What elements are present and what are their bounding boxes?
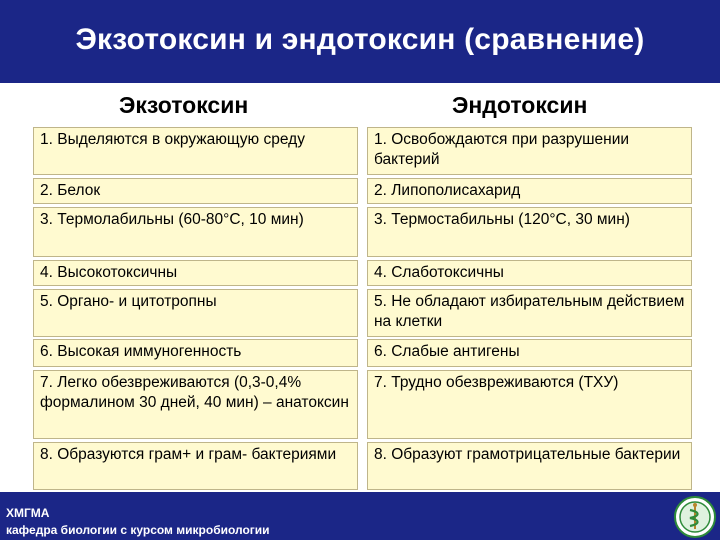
- column-header-endotoxin: Эндотоксин: [452, 92, 588, 118]
- table-cell-endotoxin: 3. Термостабильны (120°С, 30 мин): [367, 207, 692, 257]
- table-row: [33, 127, 692, 175]
- university-emblem-icon: [674, 496, 716, 538]
- table-row: [33, 207, 692, 257]
- table-cell-endotoxin: 8. Образуют грамотрицательные бактерии: [367, 442, 692, 490]
- footer-org: ХМГМА: [6, 506, 50, 520]
- table-cell-endotoxin: 1. Освобождаются при разрушении бактерий: [367, 127, 692, 175]
- column-header-exotoxin: Экзотоксин: [119, 92, 249, 118]
- table-cell-endotoxin: 2. Липополисахарид: [367, 178, 692, 204]
- table-cell-endotoxin: 5. Не обладают избирательным действием на клетки: [367, 289, 692, 337]
- slide-header: [0, 0, 720, 83]
- table-row: [33, 339, 692, 367]
- table-cell-exotoxin: 4. Высокотоксичны: [33, 260, 358, 286]
- table-cell-exotoxin: 3. Термолабильны (60-80°С, 10 мин): [33, 207, 358, 257]
- table-cell-endotoxin: 4. Слаботоксичны: [367, 260, 692, 286]
- table-cell-exotoxin: 1. Выделяются в окружающую среду: [33, 127, 358, 175]
- footer-department: кафедра биологии с курсом микробиологии: [6, 523, 270, 537]
- table-row: [33, 260, 692, 286]
- table-cell-exotoxin: 8. Образуются грам+ и грам- бактериями: [33, 442, 358, 490]
- slide-footer: [0, 492, 720, 540]
- table-cell-exotoxin: 7. Легко обезвреживаются (0,3-0,4% формалином 30 дней, 40 мин) – анатоксин: [33, 370, 358, 439]
- table-cell-endotoxin: 6. Слабые антигены: [367, 339, 692, 367]
- table-row: [33, 442, 692, 490]
- table-row: [33, 289, 692, 337]
- table-cell-exotoxin: 2. Белок: [33, 178, 358, 204]
- table-cell-exotoxin: 5. Органо- и цитотропны: [33, 289, 358, 337]
- table-cell-endotoxin: 7. Трудно обезвреживаются (ТХУ): [367, 370, 692, 439]
- table-row: [33, 370, 692, 439]
- table-cell-exotoxin: 6. Высокая иммуногенность: [33, 339, 358, 367]
- table-row: [33, 178, 692, 204]
- slide-title: Экзотоксин и эндотоксин (сравнение): [75, 22, 645, 56]
